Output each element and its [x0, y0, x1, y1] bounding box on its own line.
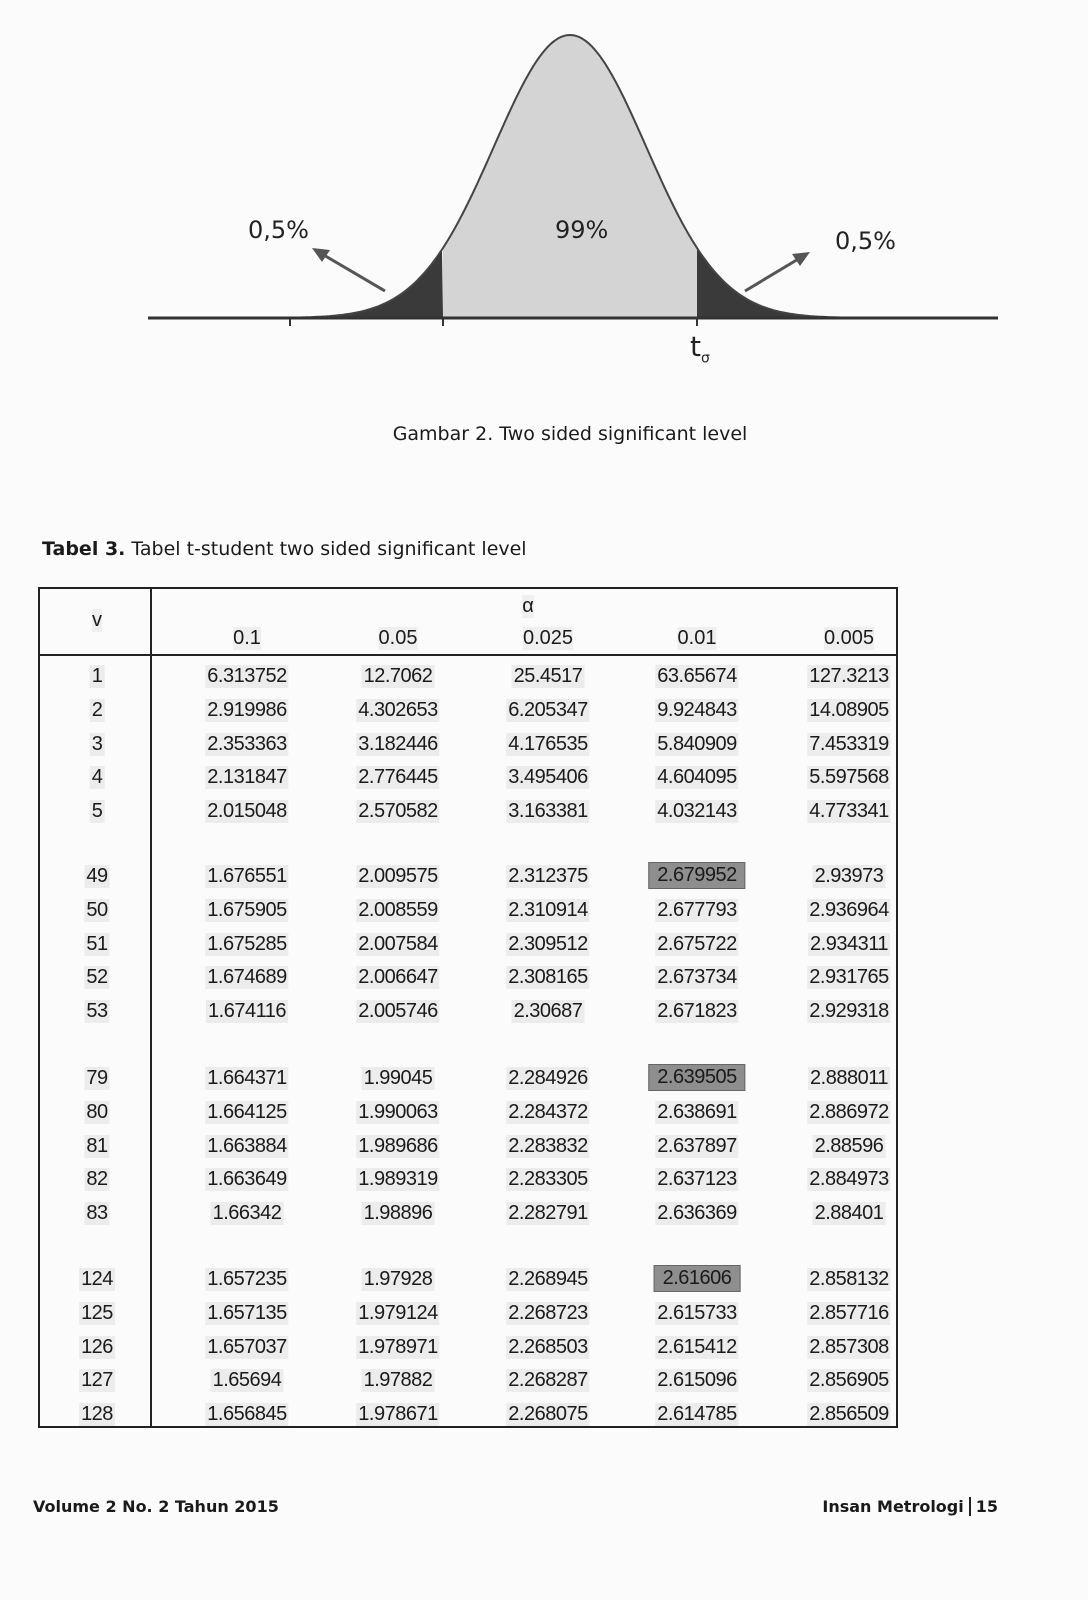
column-header-alpha: 0.01 [677, 627, 717, 649]
table-cell: 2.857716 [809, 1301, 889, 1324]
table-title [42, 538, 527, 560]
table-cell: 2.268723 [508, 1301, 588, 1324]
table-cell: 1.657235 [207, 1268, 287, 1290]
table-cell: 2.015048 [207, 800, 287, 823]
table-cell: 1.99045 [363, 1067, 433, 1089]
row-df: 3 [91, 732, 103, 755]
table-cell: 2.671823 [657, 1000, 737, 1023]
v-header: v [92, 609, 102, 631]
table-cell: 2.638691 [657, 1100, 737, 1123]
table-cell: 2.637123 [657, 1168, 737, 1191]
table-cell: 2.131847 [207, 766, 287, 789]
right-arrow-icon [745, 252, 810, 291]
table-cell: 2.284372 [508, 1100, 588, 1123]
row-df: 127 [81, 1369, 113, 1392]
table-cell: 9.924843 [657, 698, 737, 721]
table-cell: 1.664371 [207, 1067, 287, 1089]
table-cell: 2.30687 [513, 1000, 583, 1023]
table-cell: 2.88596 [814, 1134, 884, 1157]
table-cell: 2.283305 [508, 1168, 588, 1191]
row-df: 50 [86, 898, 108, 921]
table-cell: 2.636369 [657, 1202, 737, 1225]
row-df: 79 [86, 1067, 108, 1089]
table-cell: 7.453319 [809, 732, 889, 755]
table-cell: 1.674689 [207, 966, 287, 989]
table-number: Tabel 3. [42, 538, 126, 560]
table-cell: 1.979124 [358, 1301, 438, 1324]
row-df: 52 [86, 966, 108, 989]
table-cell: 2.856905 [809, 1369, 889, 1392]
table-cell: 2.005746 [358, 1000, 438, 1023]
row-df: 128 [81, 1403, 113, 1426]
table-cell: 2.93973 [814, 865, 884, 887]
row-df: 81 [86, 1134, 108, 1157]
table-cell: 3.163381 [508, 800, 588, 823]
table-cell: 2.284926 [508, 1067, 588, 1089]
table-cell: 6.313752 [207, 665, 287, 687]
row-df: 2 [91, 698, 103, 721]
table-cell: 1.978671 [358, 1403, 438, 1426]
table-cell: 2.312375 [508, 865, 588, 887]
row-df: 82 [86, 1168, 108, 1191]
critical-value-symbol: t [690, 330, 701, 363]
table-cell: 4.773341 [809, 800, 889, 823]
table-cell: 2.282791 [508, 1202, 588, 1225]
table-cell: 2.856509 [809, 1403, 889, 1426]
table-cell: 2.268075 [508, 1403, 588, 1426]
table-cell: 1.656845 [207, 1403, 287, 1426]
journal-name: Insan Metrologi [822, 1497, 964, 1516]
table-cell: 2.614785 [657, 1403, 737, 1426]
row-df: 53 [86, 1000, 108, 1023]
t-student-table [38, 587, 898, 1428]
table-cell: 2.886972 [809, 1100, 889, 1123]
table-cell: 1.674116 [208, 1000, 286, 1023]
table-cell: 1.97882 [363, 1369, 433, 1392]
table-cell: 2.310914 [508, 898, 588, 921]
row-df: 124 [81, 1268, 113, 1290]
row-df: 4 [91, 766, 103, 789]
row-df: 126 [81, 1335, 113, 1358]
table-cell: 1.675905 [207, 898, 287, 921]
column-header-alpha: 0.05 [378, 627, 418, 649]
table-cell: 2.309512 [508, 932, 588, 955]
table-cell: 2.615412 [657, 1335, 737, 1358]
critical-value-label [690, 330, 710, 367]
table-cell: 1.989319 [358, 1168, 438, 1191]
table-cell: 2.934311 [810, 932, 888, 955]
table-cell: 5.840909 [657, 732, 737, 755]
table-cell: 1.676551 [207, 865, 287, 887]
table-cell: 1.657037 [207, 1335, 287, 1358]
table-cell: 6.205347 [508, 698, 588, 721]
table-cell: 2.776445 [358, 766, 438, 789]
left-arrow-icon [312, 248, 385, 291]
table-cell: 2.931765 [809, 966, 889, 989]
table-cell: 1.664125 [207, 1100, 287, 1123]
alpha-header: α [522, 595, 534, 617]
table-cell: 2.308165 [508, 966, 588, 989]
table-cell: 2.615733 [657, 1301, 737, 1324]
column-divider [150, 589, 152, 1426]
table-cell: 2.677793 [657, 898, 737, 921]
footer-journal [822, 1497, 998, 1516]
table-cell: 1.663884 [207, 1134, 287, 1157]
footer-volume: Volume 2 No. 2 Tahun 2015 [33, 1497, 279, 1516]
table-cell: 2.929318 [809, 1000, 889, 1023]
row-df: 83 [86, 1202, 108, 1225]
page-number: 15 [975, 1497, 998, 1516]
table-cell: 2.268503 [508, 1335, 588, 1358]
table-cell: 3.182446 [358, 732, 438, 755]
row-df: 1 [91, 665, 103, 687]
table-cell: 2.936964 [809, 898, 889, 921]
highlighted-critical-value: 2.61606 [654, 1265, 741, 1292]
table-cell: 2.857308 [809, 1335, 889, 1358]
figure-caption: Gambar 2. Two sided significant level [392, 423, 748, 445]
table-cell: 1.65694 [212, 1369, 282, 1392]
table-cell: 2.884973 [809, 1168, 889, 1191]
row-df: 125 [81, 1301, 113, 1324]
table-cell: 2.007584 [358, 932, 438, 955]
row-df: 49 [86, 865, 108, 887]
left-tail-label: 0,5% [248, 216, 309, 244]
table-title-text: Tabel t-student two sided significant level [125, 538, 527, 560]
table-cell: 2.919986 [207, 698, 287, 721]
column-header-alpha: 0.1 [233, 627, 261, 649]
normal-curve-diagram [0, 0, 1088, 400]
table-cell: 2.006647 [358, 966, 438, 989]
table-cell: 1.657135 [207, 1301, 287, 1324]
column-header-alpha: 0.005 [823, 627, 875, 649]
table-cell: 2.858132 [809, 1268, 889, 1290]
table-cell: 2.570582 [358, 800, 438, 823]
table-cell: 2.637897 [657, 1134, 737, 1157]
table-cell: 3.495406 [508, 766, 588, 789]
table-cell: 1.675285 [207, 932, 287, 955]
table-cell: 1.990063 [358, 1100, 438, 1123]
table-cell: 2.353363 [207, 732, 287, 755]
table-cell: 2.888011 [810, 1067, 888, 1089]
table-cell: 2.673734 [657, 966, 737, 989]
table-cell: 2.88401 [814, 1202, 884, 1225]
table-cell: 1.66342 [212, 1202, 282, 1225]
right-tail-label: 0,5% [835, 227, 896, 255]
right-tail-area [697, 248, 860, 318]
table-cell: 1.97928 [363, 1268, 433, 1290]
column-header-alpha: 0.025 [522, 627, 574, 649]
highlighted-critical-value: 2.639505 [648, 1064, 745, 1091]
table-cell: 1.978971 [358, 1335, 438, 1358]
table-cell: 2.009575 [358, 865, 438, 887]
table-cell: 25.4517 [513, 665, 583, 687]
table-cell: 2.283832 [508, 1134, 588, 1157]
row-df: 5 [91, 800, 103, 823]
table-cell: 4.176535 [508, 732, 588, 755]
two-sided-distribution-figure [0, 0, 1088, 400]
table-cell: 4.032143 [657, 800, 737, 823]
table-cell: 2.268287 [508, 1369, 588, 1392]
table-cell: 2.675722 [657, 932, 737, 955]
table-cell: 127.3213 [809, 665, 889, 687]
table-cell: 4.604095 [657, 766, 737, 789]
table-cell: 14.08905 [809, 698, 889, 721]
table-cell: 1.663649 [207, 1168, 287, 1191]
table-cell: 2.008559 [358, 898, 438, 921]
row-df: 80 [86, 1100, 108, 1123]
header-divider [40, 654, 896, 656]
critical-value-subscript: σ [700, 350, 710, 367]
table-cell: 1.98896 [363, 1202, 433, 1225]
table-cell: 4.302653 [358, 698, 438, 721]
table-cell: 1.989686 [358, 1134, 438, 1157]
table-cell: 63.65674 [657, 665, 737, 687]
row-df: 51 [86, 932, 108, 955]
table-cell: 12.7062 [363, 665, 433, 687]
center-area-label: 99% [555, 216, 609, 244]
table-cell: 2.615096 [657, 1369, 737, 1392]
highlighted-critical-value: 2.679952 [648, 862, 745, 889]
table-cell: 5.597568 [809, 766, 889, 789]
table-cell: 2.268945 [508, 1268, 588, 1290]
